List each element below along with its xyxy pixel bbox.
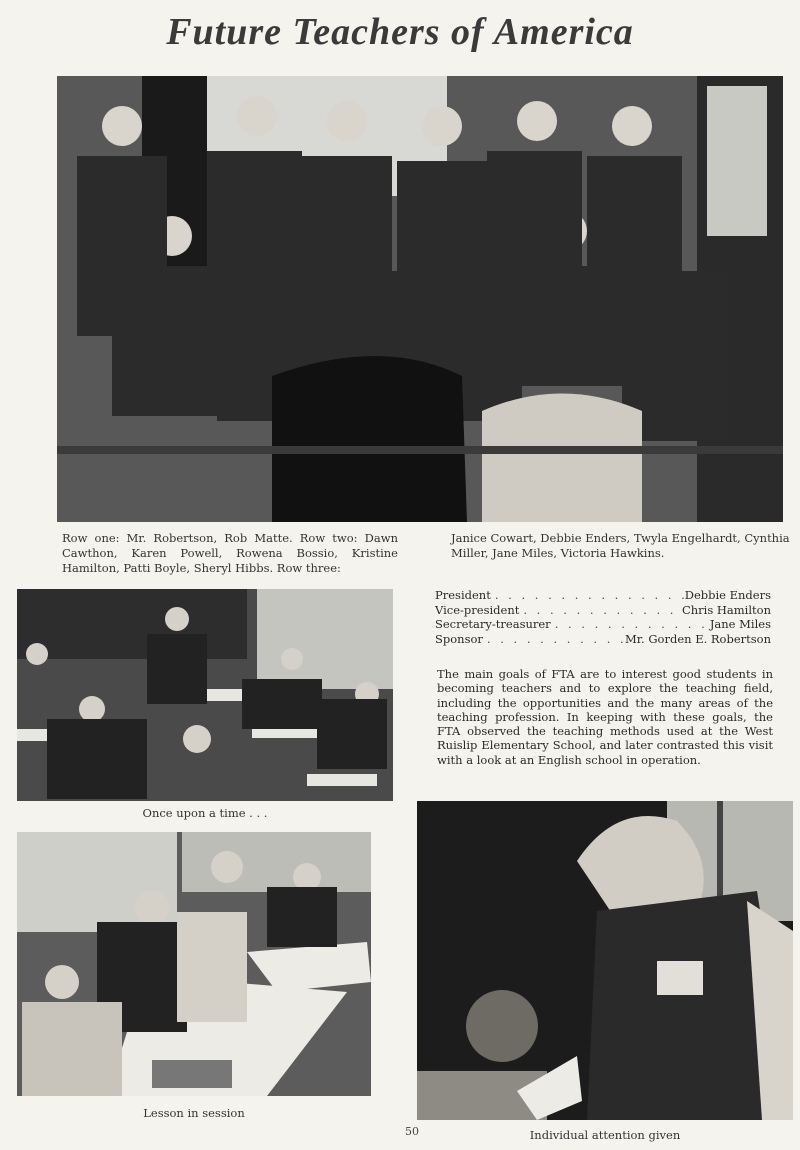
officer-role: Sponsor <box>435 631 483 646</box>
individual-attention-caption: Individual attention given <box>529 1128 681 1142</box>
group-photo <box>57 76 783 522</box>
officer-name: Debbie Enders <box>684 588 771 602</box>
officer-role: Secretary-treasurer <box>435 617 551 631</box>
officer-name: Jane Miles <box>709 617 771 631</box>
officer-role: President <box>435 588 491 602</box>
officer-row <box>435 632 771 647</box>
officer-name: Mr. Gorden E. Robertson <box>625 631 771 646</box>
lesson-photo <box>17 832 371 1096</box>
goals-paragraph: The main goals of FTA are to interest good students in becoming teachers and to explore the teaching field, including the opportunities and the many areas of the teaching profession. In keeping with these goals, the FTA observed the teaching methods used at the West Ruislip Elementary School, and later contrasted this visit with a look at an English school in operation. <box>437 667 773 767</box>
classroom-reading-photo <box>17 589 393 801</box>
lesson-caption: Lesson in session <box>143 1106 245 1120</box>
officer-role: Vice-president <box>435 602 520 617</box>
officers-list <box>435 588 771 646</box>
group-photo-caption-right: Janice Cowart, Debbie Enders, Twyla Engelhardt, Cynthia Miller, Jane Miles, Victoria Hawkins. <box>451 531 790 560</box>
page-number: 50 <box>405 1125 419 1138</box>
officer-row <box>435 588 771 603</box>
classroom-reading-caption: Once upon a time . . . <box>142 806 268 820</box>
group-photo-caption-left: Row one: Mr. Robertson, Rob Matte. Row two: Dawn Cawthon, Karen Powell, Rowena Bossio, Kristine Hamilton, Patti Boyle, Sheryl Hibbs. Row three: <box>62 531 398 575</box>
individual-attention-photo <box>417 801 793 1120</box>
officer-row <box>435 617 771 632</box>
page-title: Future Teachers of America <box>166 11 634 53</box>
officer-row <box>435 603 771 618</box>
officer-name: Chris Hamilton <box>681 602 771 617</box>
